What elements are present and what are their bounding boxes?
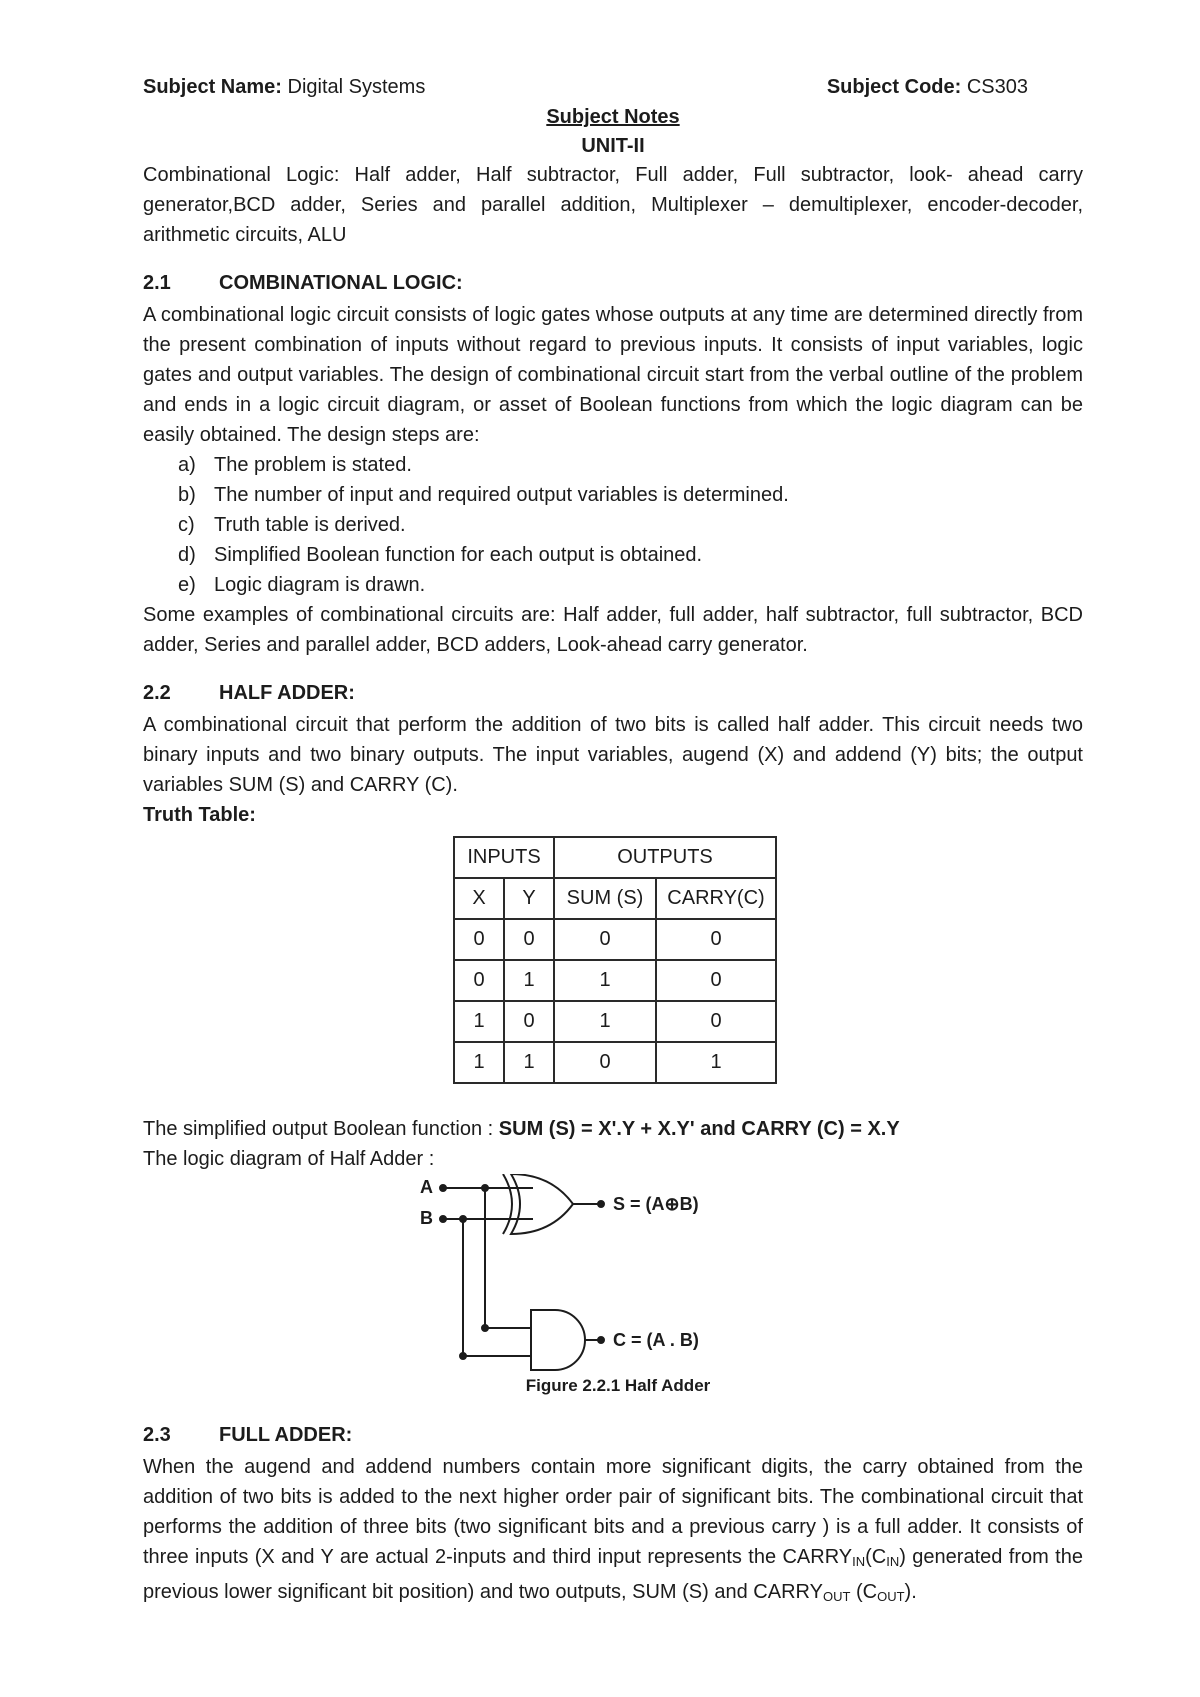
- wire-b-to-and: [463, 1219, 531, 1356]
- table-cell: 0: [504, 1001, 554, 1042]
- column-header: Y: [504, 878, 554, 919]
- table-cell: 0: [656, 1001, 776, 1042]
- table-cell: 1: [504, 1042, 554, 1083]
- column-header: SUM (S): [554, 878, 656, 919]
- list-item: [178, 480, 1083, 510]
- table-cell: 0: [454, 919, 504, 960]
- and-input-a-dot: [482, 1325, 488, 1331]
- input-b-label: B: [420, 1208, 433, 1228]
- list-text: Logic diagram is drawn.: [214, 574, 426, 596]
- section-2-1-heading: [143, 268, 1083, 298]
- diagram-intro: The logic diagram of Half Adder :: [143, 1148, 435, 1170]
- table-cell: 1: [656, 1042, 776, 1083]
- xor-gate: [511, 1174, 573, 1234]
- table-cell: 1: [454, 1001, 504, 1042]
- section-2-1-paragraph: A combinational logic circuit consists of logic gates whose outputs at any time are determined directly from the present combination of inputs without regard to previous inputs. It consists of input variables, logic gates and output variables. The design of combinational circuit start from the verbal outline of the problem and ends in a logic circuit diagram, or asset of Boolean functions from which the logic diagram can be easily obtained. The design steps are:: [143, 304, 1083, 446]
- subject-name: [143, 76, 425, 99]
- subject-name-value: Digital Systems: [287, 75, 426, 98]
- unit-title: UNIT-II: [581, 135, 645, 157]
- examples-paragraph: Some examples of combinational circuits are: Half adder, full adder, half subtractor, full subtractor, BCD adder, Series and parallel adder, BCD adders, Look-ahead carry generator.: [143, 604, 1083, 656]
- table-header-row: [454, 878, 776, 919]
- list-item: [178, 450, 1083, 480]
- section-number: 2.1: [143, 272, 171, 294]
- section-number: 2.2: [143, 682, 171, 704]
- table-cell: 0: [504, 919, 554, 960]
- formula-prefix: The simplified output Boolean function :: [143, 1118, 499, 1140]
- paragraph-text: (C: [850, 1581, 878, 1603]
- page-header: [143, 72, 1083, 102]
- section-2-3-heading: [143, 1420, 1083, 1450]
- paragraph-text: ): [899, 1546, 906, 1568]
- and-input-b-dot: [460, 1353, 466, 1359]
- subscript-out: OUT: [822, 1589, 851, 1604]
- list-marker: b): [178, 484, 196, 506]
- table-row: [454, 1042, 776, 1083]
- column-header: CARRY(C): [656, 878, 776, 919]
- intro-lead: Combinational Logic:: [143, 164, 340, 186]
- list-text: The number of input and required output variables is determined.: [214, 484, 789, 506]
- intro-text: Half adder, Half subtractor, Full adder, Full subtractor, look- ahead carry generator,BCD adder, Series and parallel addition, Multiplexer – demultiplexer, encoder-decoder, arithmetic circuits, ALU: [143, 164, 1083, 246]
- truth-table-label: Truth Table:: [143, 804, 256, 826]
- paragraph-text: ).: [904, 1581, 917, 1603]
- list-item: [178, 510, 1083, 540]
- section-title: FULL ADDER:: [219, 1424, 353, 1446]
- paragraph-text: generated from the previous lower significant bit position) and two outputs, SUM (S) and CARRY: [143, 1546, 1083, 1603]
- table-cell: 0: [454, 960, 504, 1001]
- input-a-label: A: [420, 1177, 433, 1197]
- formula-expression: SUM (S) = X'.Y + X.Y' and CARRY (C) = X.Y: [498, 1118, 900, 1140]
- table-row: [454, 919, 776, 960]
- table-cell: 0: [554, 919, 656, 960]
- column-header: X: [454, 878, 504, 919]
- list-text: Simplified Boolean function for each output is obtained.: [214, 544, 703, 566]
- subscript-in: IN: [852, 1554, 866, 1569]
- table-header-row: [454, 837, 776, 878]
- sum-output-label: S = (A⊕B): [613, 1194, 699, 1214]
- notes-title: Subject Notes: [546, 106, 680, 128]
- subscript-out: OUT: [877, 1589, 905, 1604]
- list-marker: d): [178, 544, 196, 566]
- table-cell: 1: [554, 1001, 656, 1042]
- section-title: COMBINATIONAL LOGIC:: [219, 272, 463, 294]
- section-title: HALF ADDER:: [219, 682, 355, 704]
- half-adder-circuit: [143, 1174, 1083, 1374]
- junction-b: [460, 1216, 466, 1222]
- section-number: 2.3: [143, 1424, 171, 1446]
- half-adder-diagram: [143, 1174, 1083, 1374]
- subject-code-value: CS303: [966, 75, 1028, 98]
- subscript-in: IN: [886, 1554, 900, 1569]
- truth-table: [453, 836, 777, 1084]
- document-page: [143, 72, 1083, 1612]
- intro-paragraph: [143, 160, 1083, 250]
- table-cell: 0: [656, 919, 776, 960]
- table-row: [454, 1001, 776, 1042]
- subject-name-label: Subject Name:: [143, 75, 282, 98]
- list-item: [178, 540, 1083, 570]
- paragraph-text: When the augend and addend numbers contain more significant digits, the carry obtained from the addition of two bits is added to the next higher order pair of significant bits. The combinational circuit that performs the addition of three bits (two significant bits and a previous carry ) is a full adder. It consists of three inputs (X and Y are actual 2-inputs and third input represents the CARRY: [143, 1456, 1083, 1568]
- wire-a-to-and: [485, 1188, 531, 1328]
- list-marker: a): [178, 454, 196, 476]
- boolean-function-line: [143, 1114, 1083, 1144]
- table-cell: 1: [554, 960, 656, 1001]
- list-marker: c): [178, 514, 195, 536]
- table-cell: 0: [656, 960, 776, 1001]
- table-cell: 1: [454, 1042, 504, 1083]
- section-2-2-paragraph: A combinational circuit that perform the addition of two bits is called half adder. This circuit needs two binary inputs and two binary outputs. The input variables, augend (X) and addend (Y) bits; the output variables SUM (S) and CARRY (C).: [143, 714, 1083, 796]
- list-text: The problem is stated.: [214, 454, 412, 476]
- paragraph-text: (C: [865, 1546, 887, 1568]
- junction-a: [482, 1185, 488, 1191]
- and-gate: [531, 1310, 585, 1370]
- carry-output-label: C = (A . B): [613, 1330, 699, 1350]
- carry-terminal: [598, 1337, 604, 1343]
- subject-code: [827, 76, 1028, 99]
- figure-caption: Figure 2.2.1 Half Adder: [525, 1376, 711, 1395]
- table-row: [454, 960, 776, 1001]
- sum-terminal: [598, 1201, 604, 1207]
- list-text: Truth table is derived.: [214, 514, 406, 536]
- inputs-group-header: INPUTS: [454, 837, 554, 878]
- list-item: [178, 570, 1083, 600]
- table-cell: 1: [504, 960, 554, 1001]
- section-2-3-paragraph: [143, 1452, 1083, 1612]
- xor-gate-arc: [503, 1174, 512, 1234]
- table-cell: 0: [554, 1042, 656, 1083]
- outputs-group-header: OUTPUTS: [554, 837, 776, 878]
- section-2-2-heading: [143, 678, 1083, 708]
- design-steps-list: [143, 450, 1083, 600]
- subject-code-label: Subject Code:: [826, 75, 962, 98]
- list-marker: e): [178, 574, 196, 596]
